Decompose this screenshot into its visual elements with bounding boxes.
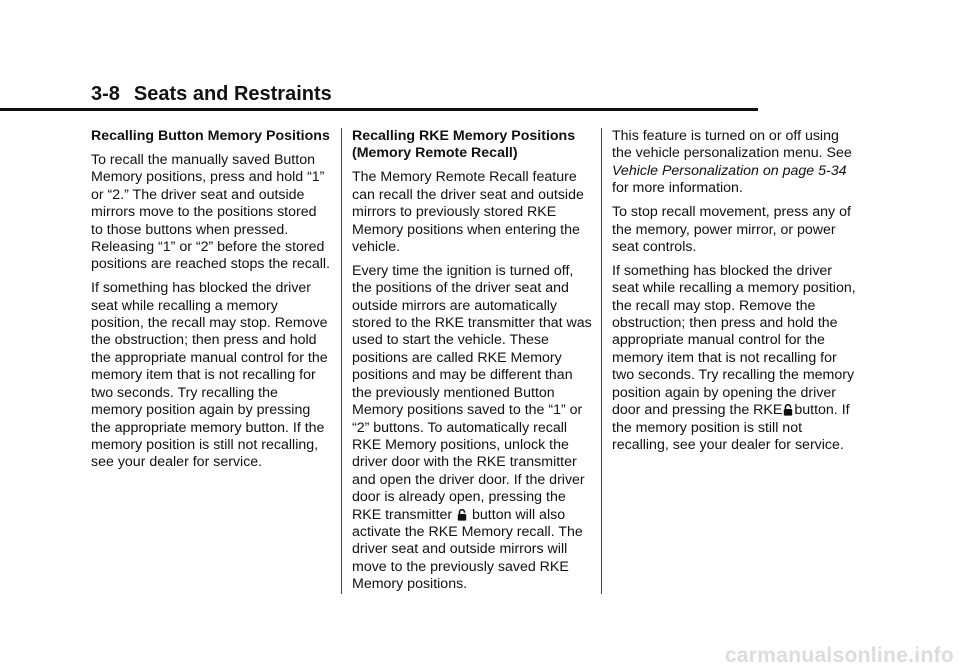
heading-rke-memory: Recalling RKE Memory Positions (Memory Remote Recall) [352, 128, 576, 162]
watermark: carmanualsonline.info [724, 644, 954, 667]
header-rule [0, 108, 758, 111]
paragraph-recall-button: To recall the manually saved Button Memory positions, press and hold “1” or “2.” The driver seat and outside mirrors move to the positions stored to those buttons when pressed. Releasing “1” or “2” before the stored positions are reached stops the recall. [91, 151, 330, 273]
paragraph-rke-text-end: button will also activate the RKE Memory recall. The driver seat and outside mirrors will move to the previously saved RKE Memory positions. [352, 506, 583, 593]
cross-reference-link[interactable]: Vehicle Personalization on page 5-34 [612, 162, 847, 179]
column-2 [352, 128, 592, 600]
paragraph-rke-positions [352, 263, 592, 594]
paragraph-remote-recall: The Memory Remote Recall feature can recall the driver seat and outside mirrors to previously stored RKE Memory positions when entering the vehicle. [352, 169, 584, 255]
paragraph-personalization-start: This feature is turned on or off using the vehicle personalization menu. See [612, 128, 852, 162]
section-number: 3-8 [91, 83, 120, 105]
paragraph-personalization-end: for more information. [612, 180, 743, 197]
page-title [91, 82, 332, 106]
section-title: Seats and Restraints [133, 83, 332, 105]
paragraph-blocked-seat: If something has blocked the driver seat while recalling a memory position, the recall may stop. Remove the obstruction; then press and hold the appropriate manual control for the memory item that is not recalling for two seconds. Try recalling the memory position again by pressing the appropriate memory button. If the memory position is still not recalling, see your dealer for service. [91, 280, 328, 471]
heading-button-memory: Recalling Button Memory Positions [91, 128, 330, 144]
column-3 [612, 128, 857, 461]
column-1 [91, 128, 331, 478]
column-divider-2 [601, 128, 602, 594]
paragraph-rke-text-start: Every time the ignition is turned off, the positions of the driver seat and outside mirrors are automatically stored to the RKE transmitter that was used to start the vehicle. These positions are called RKE Memory positions and may be different than the previously mentioned Button Memory positions saved to the “1” or “2” buttons. To automatically recall RKE Memory positions, unlock the driver door with the RKE transmitter and open the driver door. If the driver door is already open, pressing the RKE transmitter [352, 262, 592, 523]
paragraph-blocked-rke-end: button. If the memory position is still not recalling, see your dealer for service. [612, 402, 850, 453]
paragraph-stop-recall: To stop recall movement, press any of the memory, power mirror, or power seat controls. [612, 204, 851, 255]
unlock-icon [457, 509, 467, 521]
page-header [91, 82, 849, 108]
column-divider-1 [341, 128, 342, 594]
paragraph-blocked-seat-rke [612, 263, 857, 454]
paragraph-personalization [612, 128, 857, 198]
paragraph-blocked-rke-start: If something has blocked the driver seat while recalling a memory position, the recall may stop. Remove the obstruction; then press and hold the appropriate manual control for the memory item that is not recalling for two seconds. Try recalling the memory position again by opening the driver door and pressing the RKE [612, 262, 856, 419]
unlock-icon [783, 404, 793, 416]
